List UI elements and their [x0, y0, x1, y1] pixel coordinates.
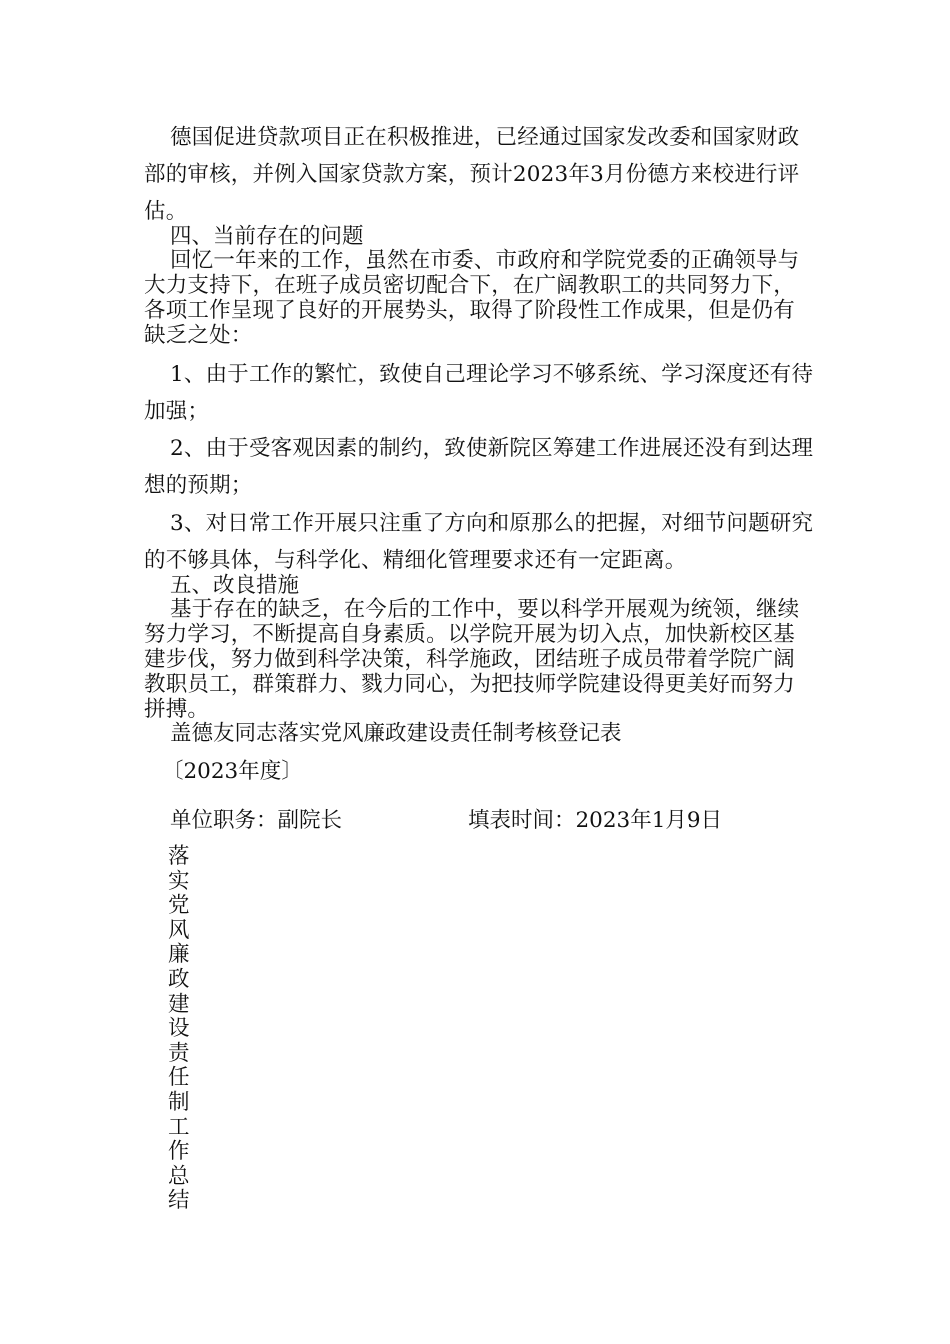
fill-date: 填表时间：2023年1月9日: [468, 808, 723, 833]
form-year: 〔2023年度〕: [162, 759, 303, 784]
heading-improvement-measures: 五、改良措施: [170, 573, 300, 598]
paragraph-loan-project: 德国促进贷款项目正在积极推进，已经通过国家发改委和国家财政部的审核，并例入国家贷款方案，预计2023年3月份德方来校进行评估。: [144, 125, 800, 224]
problem-item-1: 1、由于工作的繁忙，致使自己理论学习不够系统、学习深度还有待加强；: [144, 362, 814, 424]
vertical-section-label: 落实党风廉政建设责任制工作总结: [168, 844, 190, 1214]
paragraph-year-review: 回忆一年来的工作，虽然在市委、市政府和学院党委的正确领导与大力支持下，在班子成员密切配合下，在广阔教职工的共同努力下，各项工作呈现了良好的开展势头，取得了阶段性工作成果，但是仍有缺乏之处：: [144, 248, 800, 348]
problem-item-3: 3、对日常工作开展只注重了方向和原那么的把握，对细节问题研究的不够具体，与科学化、精细化管理要求还有一定距离。: [144, 511, 814, 573]
problem-item-2: 2、由于受客观因素的制约，致使新院区筹建工作进展还没有到达理想的预期；: [144, 436, 814, 498]
paragraph-improvement-measures: 基于存在的缺乏，在今后的工作中，要以科学开展观为统领，继续努力学习，不断提高自身素质。以学院开展为切入点，加快新校区基建步伐，努力做到科学决策，科学施政，团结班子成员带着学院广阔教职员工，群策群力、戮力同心，为把技师学院建设得更美好而努力拼搏。: [144, 597, 800, 722]
heading-current-problems: 四、当前存在的问题: [170, 224, 364, 249]
form-title: 盖德友同志落实党风廉政建设责任制考核登记表: [170, 721, 622, 746]
unit-position: 单位职务：副院长: [170, 808, 343, 833]
